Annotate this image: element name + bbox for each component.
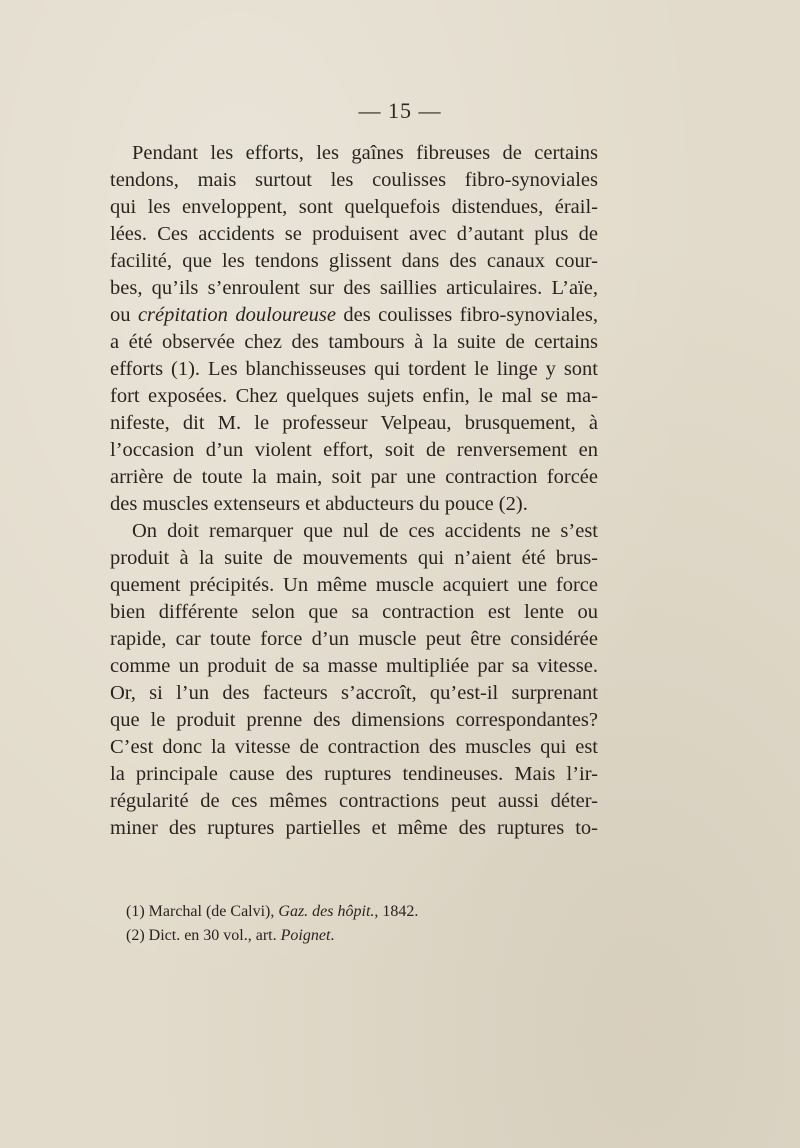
text-line: lées. Ces accidents se produisent avec d’autant plus de — [110, 223, 598, 245]
text-line: bien différente selon que sa contraction est lente ou — [110, 601, 598, 623]
text-line: rapide, car toute force d’un muscle peut être considérée — [110, 628, 598, 650]
text-line: a été observée chez des tambours à la suite de certains — [110, 331, 598, 353]
footnotes — [126, 900, 606, 948]
text-line: fort exposées. Chez quelques sujets enfin, le mal se ma- — [110, 385, 598, 407]
text-line: que le produit prenne des dimensions correspondantes? — [110, 709, 598, 731]
text-line: nifeste, dit M. le professeur Velpeau, brusquement, à — [110, 412, 598, 434]
text-run: ou — [110, 304, 138, 326]
text-line: des muscles extenseurs et abducteurs du pouce (2). — [110, 493, 528, 515]
paragraph — [110, 518, 598, 842]
text-line: facilité, que les tendons glissent dans des canaux cour- — [110, 250, 598, 272]
footnote-text: . — [330, 927, 335, 944]
text-line: produit à la suite de mouvements qui n’aient été brus- — [110, 547, 598, 569]
text-line: qui les enveloppent, sont quelquefois distendues, érail- — [110, 196, 598, 218]
paragraph — [110, 140, 598, 518]
text-run: des coulisses fibro-synoviales, — [335, 304, 598, 326]
footnote-italic: Poignet — [280, 927, 331, 944]
text-line: On doit remarquer que nul de ces accidents ne s’est — [132, 520, 598, 542]
text-line: C’est donc la vitesse de contraction des muscles qui est — [110, 736, 598, 758]
text-line: miner des ruptures partielles et même des ruptures to- — [110, 817, 598, 839]
text-line: comme un produit de sa masse multipliée par sa vitesse. — [110, 655, 598, 677]
text-line: quement précipités. Un même muscle acquiert une force — [110, 574, 598, 596]
footnote — [126, 900, 606, 924]
text-line: régularité de ces mêmes contractions peut aussi déter- — [110, 790, 598, 812]
text-line: efforts (1). Les blanchisseuses qui tordent le linge y sont — [110, 358, 598, 380]
footnote-text: (1) Marchal (de Calvi), — [126, 903, 279, 920]
text-line: l’occasion d’un violent effort, soit de renversement en — [110, 439, 598, 461]
footnote-italic: Gaz. des hôpit. — [278, 903, 375, 920]
text-line: Or, si l’un des facteurs s’accroît, qu’est-il surprenant — [110, 682, 598, 704]
text-line: la principale cause des ruptures tendineuses. Mais l’ir- — [110, 763, 598, 785]
body-text — [110, 140, 598, 842]
footnote-text: , 1842. — [374, 903, 419, 920]
text-line — [110, 302, 598, 329]
footnote — [126, 924, 606, 948]
page-number: — 15 — — [358, 98, 442, 123]
text-line: bes, qu’ils s’enroulent sur des saillies articulaires. L’aïe, — [110, 277, 598, 299]
footnote-text: (2) Dict. en 30 vol., art. — [126, 927, 281, 944]
text-line: tendons, mais surtout les coulisses fibro-synoviales — [110, 169, 598, 191]
text-line: Pendant les efforts, les gaînes fibreuses de certains — [132, 142, 598, 164]
italic-phrase: crépitation douloureuse — [137, 304, 336, 326]
text-line: arrière de toute la main, soit par une contraction forcée — [110, 466, 598, 488]
